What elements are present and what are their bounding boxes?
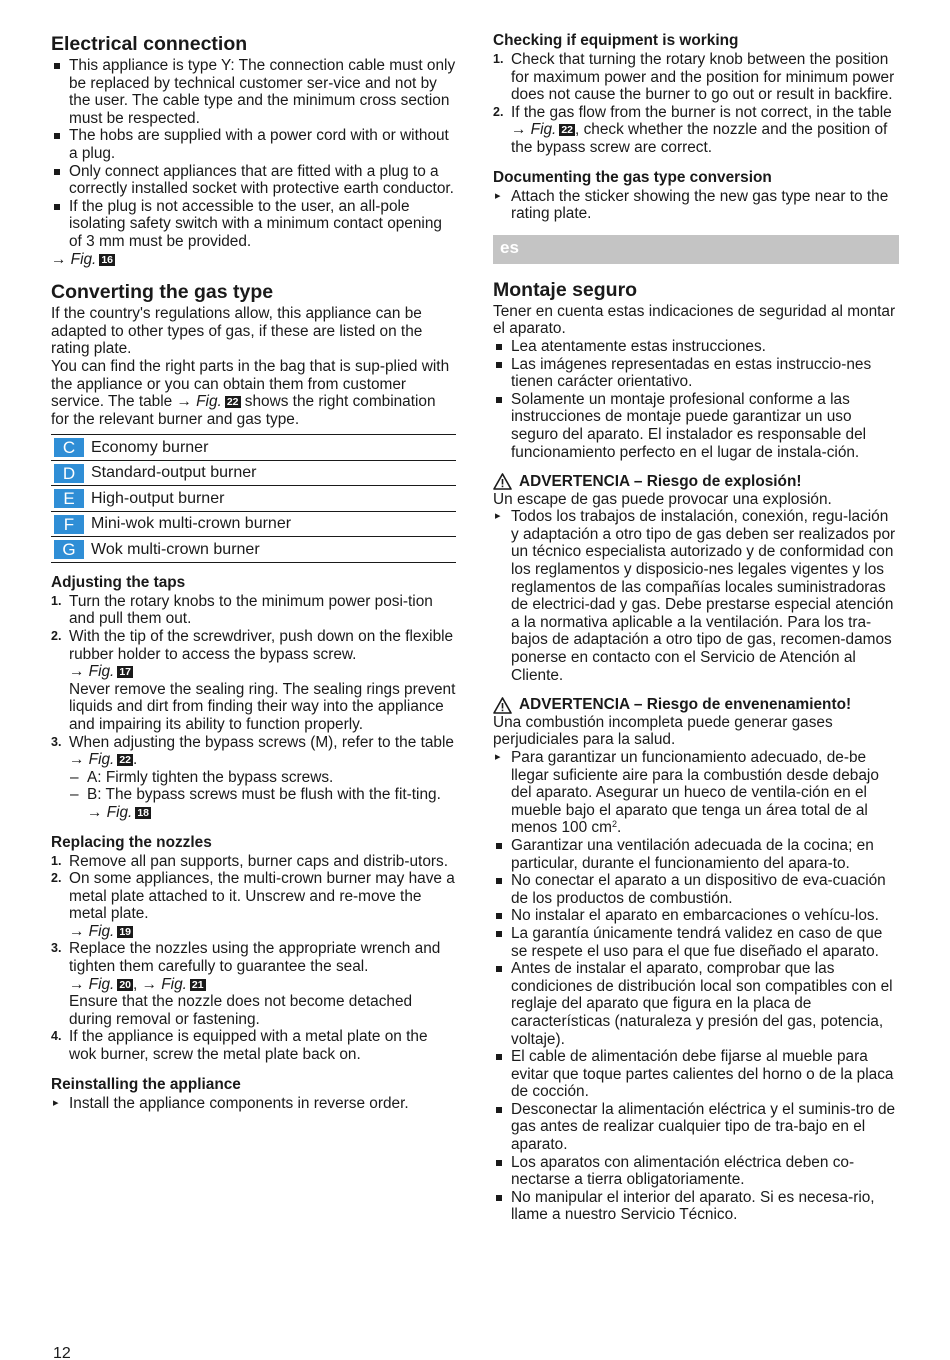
warning-explosion-list: [493, 508, 899, 684]
paragraph: Tener en cuenta estas indicaciones de seguridad al montar el aparato.: [493, 302, 896, 338]
paragraph: If the country's regulations allow, this appliance can be adapted to other types of gas, if these are listed on the rating plate.: [51, 305, 423, 358]
figure-number-badge: 19: [119, 925, 132, 938]
warning-triangle-icon: [493, 697, 512, 714]
list-item: 1. Turn the rotary knobs to the minimum power posi-tion and pull them out.: [51, 592, 433, 628]
reinstalling-list: [51, 1095, 456, 1113]
figure-reference: → Fig. 16: [51, 250, 114, 268]
list-item: 2. With the tip of the screwdriver, push down on the flexible rubber holder to access the bypass screw. → Fig. 17 Never remove the sealing ring. The sealing rings prevent liquids and dirt from finding their way into the appliance and impairing its ability to function properly.: [51, 627, 456, 733]
list-item: Only connect appliances that are fitted with a plug to a correctly installed socket with protective earth conductor.: [51, 163, 456, 198]
paragraph: Un escape de gas puede provocar una explosión.: [493, 490, 832, 508]
section-title-reinstalling: Reinstalling the appliance: [51, 1075, 241, 1093]
list-item: Solamente un montaje profesional conforme a las instrucciones de montaje puede garantizar un uso seguro del aparato. El instalador es responsable del funcionamiento perfecto en el lugar de instala-ción.: [493, 391, 899, 461]
list-item: ▸ Para garantizar un funcionamiento adecuado, de-be llegar suficiente aire para la combustión desde debajo del aparato. Asegurar un hueco de ventila-ción en el mueble bajo el aparato que tenga un área total de al menos 100 $cm^2$.: [493, 749, 899, 837]
burner-letter-badge: D: [54, 464, 84, 483]
burner-label: Economy burner: [91, 435, 456, 461]
table-row: [51, 460, 456, 486]
paragraph: Una combustión incompleta puede generar gases perjudiciales para la salud.: [493, 713, 833, 749]
arrow-icon: →: [69, 663, 85, 681]
list-item: ▸ Todos los trabajos de instalación, conexión, regu-lación y adaptación a otro tipo de gas deben ser realizados por un técnico especialista autorizado y de conformidad con los reglamentos y disposicio-nes legales vigentes y los reglamentos de las compañías locales suministradoras de electrici-dad y gas. Debe prestarse especial atención a la normativa aplicable a la ventilación. Para los tra-bajos de adaptación a otro tipo de gas, recomen-damos ponerse en contacto con el Servicio de Atención al Cliente.: [493, 508, 899, 684]
list-item: 2. If the gas flow from the burner is not correct, in the table → Fig. 22 , check whether the nozzle and the position of the bypass screw are correct.: [493, 103, 892, 156]
figure-reference: → Fig. 18: [87, 803, 150, 821]
burner-letter-badge: G: [54, 540, 84, 559]
arrow-icon: →: [51, 250, 67, 268]
language-code: es: [500, 237, 519, 257]
list-item: ▸ Attach the sticker showing the new gas type near to the rating plate.: [493, 188, 899, 223]
figure-number-badge: 18: [137, 806, 150, 819]
list-item: Garantizar una ventilación adecuada de la cocina; en particular, durante el funcionamiento del apara-to.: [493, 837, 899, 872]
taps-steps: [51, 593, 456, 769]
list-item: Desconectar la alimentación eléctrica y el suminis-tro de gas antes de realizar cualquier tipo de tra-bajo en el aparato.: [493, 1101, 899, 1154]
list-item: No instalar el aparato en embarcaciones o vehícu-los.: [493, 907, 899, 925]
list-item: 1. Remove all pan supports, burner caps and distrib-utors.: [51, 852, 448, 870]
table-row: [51, 435, 456, 461]
list-item: La garantía únicamente tendrá validez en caso de que se respete el uso para el que fue diseñado el aparato.: [493, 925, 899, 960]
table-row: [51, 537, 456, 563]
section-title-montaje: Montaje seguro: [493, 278, 638, 301]
list-item: If the plug is not accessible to the user, an all-pole isolating safety switch with a minimum contact opening of 3 mm must be provided.: [51, 198, 456, 251]
language-band: [493, 235, 899, 264]
arrow-icon: →: [69, 975, 85, 993]
burner-table: [51, 434, 456, 563]
list-item: Lea atentamente estas instrucciones.: [493, 338, 899, 356]
electrical-list: [51, 57, 456, 251]
burner-label: Wok multi-crown burner: [91, 537, 456, 563]
montaje-list: [493, 338, 899, 461]
list-item: This appliance is type Y: The connection cable must only be replaced by technical customer ser-vice and not by the user. The cable type and the minimum cross section must be respected.: [51, 57, 456, 127]
warning-heading-explosion: ADVERTENCIA – Riesgo de explosión!: [493, 473, 899, 491]
list-item: Antes de instalar el aparato, comprobar que las condiciones de distribución local son compatibles con el reglaje del aparato que figura en la placa de características (naturaleza y presión del gas, potencia, voltaje).: [493, 960, 899, 1048]
list-item: Las imágenes representadas en estas instruccio-nes tienen carácter orientativo.: [493, 356, 899, 391]
table-row: [51, 486, 456, 512]
warning-triangle-icon: [493, 473, 512, 490]
arrow-icon: →: [511, 121, 527, 139]
figure-reference: → Fig. 17: [69, 663, 132, 681]
figure-number-badge: 17: [119, 666, 132, 679]
warning-poisoning-list: [493, 749, 899, 837]
figure-number-badge: 16: [101, 253, 114, 266]
right-column: [493, 32, 899, 1224]
list-item: No conectar el aparato a un dispositivo de eva-cuación de los productos de combustión.: [493, 872, 899, 907]
paragraph: You can find the right parts in the bag that is sup-plied with the appliance or you can obtain them from customer service. The table → Fig. 22 shows the right combination for the relevant burner and gas type.: [51, 357, 450, 428]
arrow-icon: →: [141, 975, 157, 993]
documenting-list: [493, 188, 899, 223]
table-row: [51, 511, 456, 537]
list-item: 3. When adjusting the bypass screws (M), refer to the table → Fig. 22 .: [51, 733, 454, 769]
section-title-checking: Checking if equipment is working: [493, 32, 739, 49]
section-title-nozzles: Replacing the nozzles: [51, 833, 212, 851]
list-item: The hobs are supplied with a power cord with or without a plug.: [51, 127, 456, 162]
figure-number-badge: 20: [119, 978, 132, 991]
list-item: – B: The bypass screws must be flush with the fit-ting. → Fig. 18: [69, 786, 456, 821]
nozzles-steps: [51, 853, 456, 1064]
page-number: 12: [53, 1345, 71, 1360]
list-item: 3. Replace the nozzles using the appropriate wrench and tighten them carefully to guarantee the seal. → Fig. 20 , → Fig. 21 Ensure that the nozzle does not become detached during removal or fastening.: [51, 940, 456, 1028]
note: Ensure that the nozzle does not become detached during removal or fastening.: [69, 993, 413, 1028]
note: Never remove the sealing ring. The sealing rings prevent liquids and dirt from finding their way into the appliance and impairing its ability to function properly.: [69, 680, 456, 733]
burner-letter-badge: E: [54, 489, 84, 508]
figure-reference: → Fig. 19: [69, 922, 132, 940]
burner-label: Standard-output burner: [91, 460, 456, 486]
burner-letter-badge: F: [54, 515, 84, 534]
arrow-icon: →: [87, 803, 103, 821]
warning-poisoning-bullets: [493, 837, 899, 1224]
list-item: 2. On some appliances, the multi-crown burner may have a metal plate attached to it. Unscrew and re-move the metal plate. → Fig. 19: [51, 870, 455, 940]
arrow-icon: →: [69, 922, 85, 940]
figure-reference: → Fig. 20 , → Fig. 21: [69, 975, 204, 993]
list-item: ▸ Install the appliance components in reverse order.: [51, 1095, 456, 1113]
checking-steps: [493, 51, 899, 157]
warning-heading-poisoning: ADVERTENCIA – Riesgo de envenenamiento!: [493, 696, 899, 714]
list-item: El cable de alimentación debe fijarse al mueble para evitar que toque partes calientes del horno o de la placa de cocción.: [493, 1048, 899, 1101]
section-title-documenting: Documenting the gas type conversion: [493, 168, 772, 186]
list-item: Los aparatos con alimentación eléctrica deben co-nectarse a tierra obligatoriamente.: [493, 1154, 899, 1189]
burner-label: High-output burner: [91, 486, 456, 512]
list-item: 4. If the appliance is equipped with a metal plate on the wok burner, screw the metal plate back on.: [51, 1028, 428, 1064]
burner-letter-badge: C: [54, 438, 84, 457]
left-column: [51, 32, 456, 1112]
section-title-converting: Converting the gas type: [51, 281, 274, 304]
figure-number-badge: 21: [191, 978, 204, 991]
burner-label: Mini-wok multi-crown burner: [91, 511, 456, 537]
figure-number-badge: 22: [119, 754, 132, 767]
section-title-taps: Adjusting the taps: [51, 573, 186, 591]
arrow-icon: →: [69, 751, 85, 769]
section-title-electrical: Electrical connection: [51, 33, 248, 55]
taps-dash-list: [69, 769, 456, 822]
arrow-icon: →: [176, 393, 192, 411]
figure-number-badge: 22: [226, 396, 239, 409]
list-item: – A: Firmly tighten the bypass screws.: [69, 769, 456, 787]
figure-number-badge: 22: [561, 124, 574, 137]
list-item: No manipular el interior del aparato. Si es necesa-rio, llame a nuestro Servicio Técnico.: [493, 1189, 899, 1224]
list-item: 1. Check that turning the rotary knob between the position for maximum power and the position for minimum power does not cause the burner to go out or result in backfire.: [493, 51, 895, 104]
